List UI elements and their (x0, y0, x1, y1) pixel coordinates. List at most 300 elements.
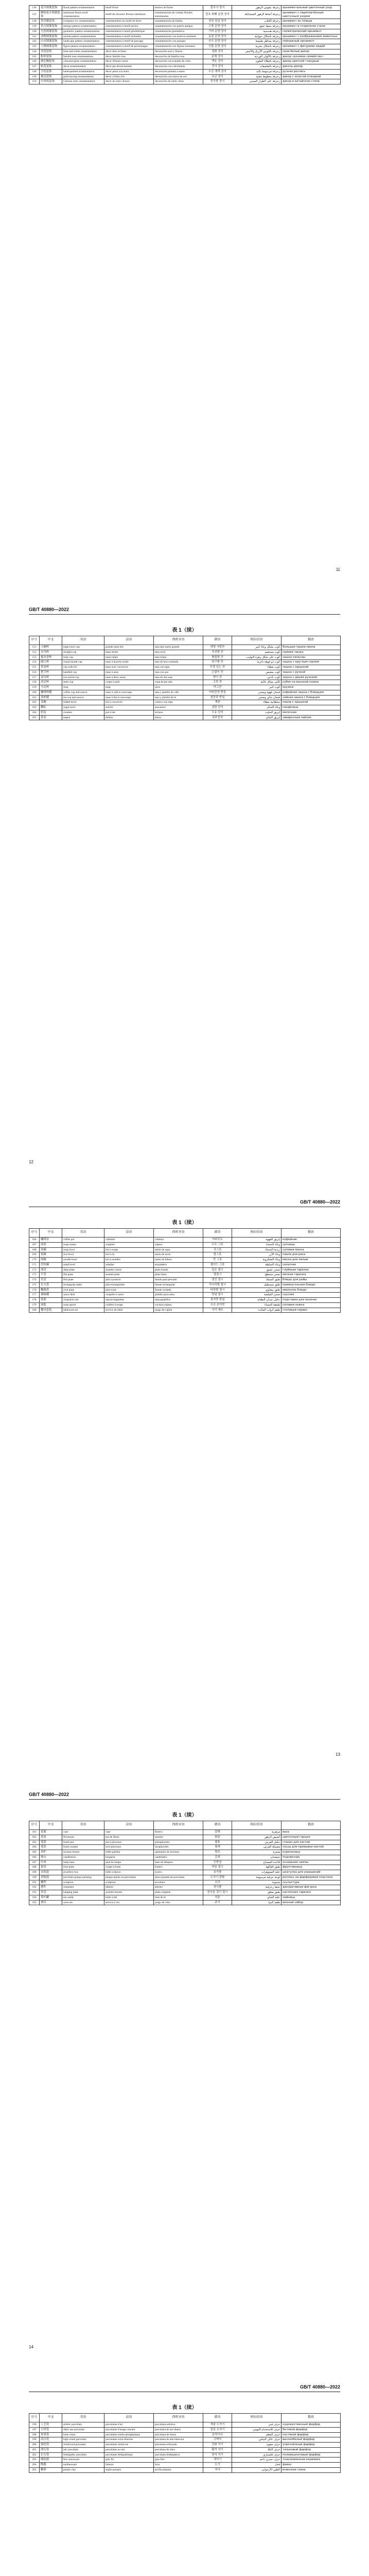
column-header-russian: 俄语 (282, 1229, 341, 1238)
cell-number: 144 (29, 49, 40, 54)
cell-arabic: خزف فلسباري (232, 2452, 282, 2458)
cell-chinese: 沙拉碗 (40, 1262, 62, 1267)
cell-arabic: كأس بساق عالية (232, 680, 282, 685)
cell-arabic: خزف التلك (232, 2447, 282, 2452)
cell-number: 167 (29, 1242, 40, 1247)
cell-number: 180 (29, 1308, 40, 1313)
cell-korean: 꽃무늬 장식 (203, 6, 232, 11)
cell-russian: подставка для палочек (282, 1298, 341, 1303)
cell-number: 153 (29, 655, 40, 660)
cell-russian: художественный фарфор (282, 2422, 341, 2428)
cell-french: décor peint à la main (104, 69, 154, 74)
cell-russian: фаянс (282, 2463, 341, 2468)
table-row (29, 2467, 341, 2472)
cell-russian: орнамент с фигурами людей (282, 44, 341, 49)
table-row (29, 1900, 341, 1905)
cell-number: 187 (29, 1860, 40, 1865)
cell-chinese: 把手杯 (40, 670, 62, 675)
cell-arabic: طبق السمك (232, 1278, 282, 1283)
table-row (29, 59, 341, 64)
cell-korean: 차통 (203, 1895, 232, 1900)
cell-chinese: 茶壶 (40, 715, 62, 720)
table-row (29, 695, 341, 700)
cell-french: porcelaine feldspathique (104, 2452, 154, 2458)
cell-number: 190 (29, 1875, 40, 1880)
cell-russian: молочник (282, 710, 341, 715)
table-body (29, 2422, 341, 2473)
column-header-korean: 韩语 (203, 636, 232, 645)
cell-spanish: lavapinceles (154, 1845, 203, 1850)
cell-arabic: كوب بشكل وعاء كبير (232, 645, 282, 650)
cell-korean: 국그릇 (203, 1247, 232, 1252)
cell-french: ornementation à motif géométrique (104, 29, 154, 34)
cell-chinese: 手绘装饰 (40, 69, 62, 74)
cell-french: cafetière (104, 1238, 154, 1243)
cell-russian: декор в китайском стиле (282, 79, 341, 84)
cell-korean: 면 그릇 (203, 1258, 232, 1263)
cell-chinese: 深盘 (40, 1267, 62, 1273)
document-page-12 (0, 592, 369, 1185)
cell-spanish: porcelana de uso diario (154, 2427, 203, 2432)
cell-chinese: 几何图案装饰 (40, 29, 62, 34)
cell-arabic: زخرفة بنقوش الزهور (232, 6, 282, 11)
cell-chinese: 长石瓷 (40, 2452, 62, 2458)
cell-french: tasse avec couvercle (104, 665, 154, 670)
cell-number: 140 (29, 29, 40, 34)
cell-number: 156 (29, 670, 40, 675)
table-body (29, 645, 341, 720)
cell-russian: овальное блюдо (282, 1287, 341, 1293)
cell-chinese: 汤盆 (40, 1242, 62, 1247)
table-row (29, 54, 341, 59)
cell-spanish: motivo de flores (154, 6, 203, 11)
cell-chinese: 雕塑 (40, 1880, 62, 1885)
cell-arabic: وعاء الحساء (232, 1242, 282, 1247)
cell-chinese: 酒具 (40, 1900, 62, 1905)
cell-french: sculpture (104, 1880, 154, 1885)
column-header-number: 序号 (29, 1229, 40, 1238)
cell-french: service à vin (104, 1900, 154, 1905)
cell-number: 203 (29, 2458, 40, 2463)
cell-korean: 고백자 (203, 2437, 232, 2443)
table-title: 表 1（续） (172, 1220, 197, 1226)
cell-korean: 촛대 (203, 1855, 232, 1860)
term-table (29, 2413, 341, 2473)
cell-arabic: لوحة خزفية مرسومة (232, 1875, 282, 1880)
cell-russian: основание лампы (282, 1860, 341, 1865)
cell-french: grande tasse bol (104, 645, 154, 650)
table-row (29, 2447, 341, 2452)
cell-arabic: كوب كبير (232, 685, 282, 690)
cell-spanish: decoración con esmalte de color (154, 59, 203, 64)
page-number: 14 (29, 2345, 33, 2349)
cell-english: brush washer (62, 1845, 104, 1850)
cell-number: 168 (29, 1247, 40, 1252)
cell-french: pot à pinceaux (104, 1840, 154, 1845)
cell-russian: чайная чашка с блюдцем (282, 695, 341, 700)
cell-french: porcelaine au talc (104, 2447, 154, 2452)
table-row (29, 660, 341, 665)
cell-spanish: cuchara sopera (154, 1302, 203, 1308)
table-row (29, 1830, 341, 1835)
table-row (29, 655, 341, 660)
cell-chinese: 陶器 (40, 2463, 62, 2468)
cell-english: oval plate (62, 1287, 104, 1293)
cell-french: décor par décalcomanie (104, 64, 154, 70)
cell-korean: 튤립형 잔 (203, 655, 232, 660)
cell-english: jewellery box (62, 1870, 104, 1875)
cell-spanish: plato hondo (154, 1267, 203, 1273)
cell-french: ornementation à motif de personnages (104, 44, 154, 49)
cell-french: assiette creuse (104, 1267, 154, 1273)
cell-number: 188 (29, 1865, 40, 1870)
cell-russian: кружка (282, 685, 341, 690)
table-header-row (29, 2414, 341, 2422)
cell-chinese: 人物图案装饰 (40, 44, 62, 49)
cell-french: décor d'émail coloré (104, 59, 154, 64)
cell-russian: сине-белый декор (282, 49, 341, 54)
cell-french: mug (104, 685, 154, 690)
cell-spanish: escultura (154, 1880, 203, 1885)
cell-number: 169 (29, 1252, 40, 1258)
cell-french: saladier (104, 1262, 154, 1267)
cell-arabic: خزف فني (232, 2422, 282, 2428)
cell-arabic: خزف حجري ناعم (232, 2458, 282, 2463)
cell-spanish: plato llano (154, 1273, 203, 1278)
cell-russian: подсвечник (282, 1855, 341, 1860)
column-header-french: 法语 (104, 1821, 154, 1830)
cell-english: coloured glaze ornamentation (62, 59, 104, 64)
cell-russian: чайница (282, 1895, 341, 1900)
cell-spanish: taza tulipa (154, 655, 203, 660)
column-header-english: 英语 (62, 1821, 104, 1830)
cell-korean: 세석기 (203, 2458, 232, 2463)
cell-chinese: 带盖杯 (40, 665, 62, 670)
cell-spanish: tetera (154, 715, 203, 720)
cell-chinese: 花盆 (40, 1835, 62, 1840)
cell-korean: 원구형 잔 (203, 660, 232, 665)
cell-russian: мелкая тарелка (282, 1273, 341, 1278)
cell-english: handled cup (62, 670, 104, 675)
table-row (29, 1865, 341, 1870)
table-row (29, 1885, 341, 1890)
header-rule (29, 1799, 340, 1800)
cell-arabic: تحفة زخرفية (232, 1885, 282, 1890)
cell-french: pied de lampe (104, 1860, 154, 1865)
cell-korean: 예술 도자기 (203, 2422, 232, 2428)
table-row (29, 1835, 341, 1840)
column-header-french: 法语 (104, 2414, 154, 2422)
document-page-14 (0, 1777, 369, 2370)
cell-chinese: 瓷板画 (40, 1875, 62, 1880)
cell-arabic: إبريق الحليب (232, 710, 282, 715)
cell-french: décor à filets d'or (104, 74, 154, 79)
cell-arabic: مغسلة الفرش (232, 1845, 282, 1850)
cell-english: cup with lid (62, 665, 104, 670)
cell-english: candlestick (62, 1855, 104, 1860)
cell-arabic: مزهرية (232, 1830, 282, 1835)
cell-arabic: الطين الأرجواني (232, 2467, 282, 2472)
cell-french: grès fin (104, 2458, 154, 2463)
column-header-spanish: 西班牙语 (154, 1229, 203, 1238)
cell-arabic: طقم النبيذ (232, 1900, 282, 1905)
cell-arabic: علبة الشاي (232, 1895, 282, 1900)
term-table (29, 5, 341, 84)
cell-english: round mouth cup (62, 660, 104, 665)
cell-french: coupe à pied (104, 680, 154, 685)
cell-arabic: وعاء السلطة (232, 1262, 282, 1267)
table-row (29, 1267, 341, 1273)
cell-russian: суповая ложка (282, 1302, 341, 1308)
cell-number: 179 (29, 1302, 40, 1308)
cell-number: 157 (29, 675, 40, 680)
cell-korean: 손잡이 잔 (203, 670, 232, 675)
cell-chinese: 茶杯碟 (40, 695, 62, 700)
cell-spanish: jarra (154, 685, 203, 690)
cell-korean: 과일 접시 (203, 1865, 232, 1870)
cell-arabic: إبريق القهوة (232, 1238, 282, 1243)
cell-spanish: ornamentación de hiedra (154, 19, 203, 24)
cell-english: interlaced floral scroll ornamentation (62, 10, 104, 19)
cell-french: ornementation à motif de paysage (104, 39, 154, 44)
cell-korean: 생선 접시 (203, 1278, 232, 1283)
cell-arabic: كوب بمقبض (232, 670, 282, 675)
column-header-french: 法语 (104, 1229, 154, 1238)
cell-korean: 인물 문양 장식 (203, 44, 232, 49)
cell-english: large bowl cup (62, 645, 104, 650)
column-header-arabic: 阿拉伯语 (232, 636, 282, 645)
cell-french: argile pourpre (104, 2467, 154, 2472)
cell-arabic: مبخرة (232, 1850, 282, 1855)
cell-russian: орнамент с изображением животных (282, 34, 341, 39)
cell-korean: 분채 장식 (203, 54, 232, 59)
cell-spanish: porcelana feldespática (154, 2452, 203, 2458)
cell-english: soup bowl (62, 1247, 104, 1252)
table-row (29, 715, 341, 720)
cell-russian: пейзажный орнамент (282, 39, 341, 44)
cell-english: coffee pot (62, 1238, 104, 1243)
cell-chinese: 工艺瓷 (40, 2422, 62, 2428)
cell-korean: 설탕 단지 (203, 705, 232, 710)
cell-spanish: bote de té (154, 1895, 203, 1900)
table-row (29, 24, 341, 29)
cell-english: rectangular plate (62, 1282, 104, 1287)
cell-chinese: 郁金香杯 (40, 655, 62, 660)
cell-french: bol à riz (104, 1252, 154, 1258)
table-row (29, 670, 341, 675)
table-body (29, 1238, 341, 1313)
cell-chinese: 强化瓷 (40, 2443, 62, 2448)
cell-chinese: 饭碗 (40, 1252, 62, 1258)
cell-russian: орнамент в старинном стиле (282, 24, 341, 29)
cell-spanish: maceta (154, 1835, 203, 1840)
table-row (29, 1293, 341, 1298)
cell-arabic: صحن الصلصة (232, 1293, 282, 1298)
cell-english: hanging plate (62, 1890, 104, 1895)
cell-arabic: ملعقة الحساء (232, 1302, 282, 1308)
table-row (29, 2452, 341, 2458)
table-row (29, 2427, 341, 2432)
cell-korean: 당초 화훼 문양 장식 (203, 10, 232, 19)
cell-french: ornementation à motif animalier (104, 34, 154, 39)
cell-number: 160 (29, 690, 40, 695)
cell-number: 189 (29, 1870, 40, 1875)
cell-russian: кофейная чашка с блюдцем (282, 690, 341, 695)
cell-spanish: decoración pintada a mano (154, 69, 203, 74)
table-row (29, 675, 341, 680)
cell-chinese: 首饰盒 (40, 1870, 62, 1875)
cell-english: fine stoneware (62, 2458, 104, 2463)
cell-russian: пиала с крышкой (282, 700, 341, 705)
header-rule (29, 614, 340, 615)
table-row (29, 650, 341, 655)
cell-english: flowerpot (62, 1835, 104, 1840)
cell-arabic: كوب على شكل زهرة التوليب (232, 655, 282, 660)
cell-chinese: 笔筒 (40, 1840, 62, 1845)
cell-russian: чашка с крышкой (282, 665, 341, 670)
cell-french: boîte à thé (104, 1895, 154, 1900)
cell-arabic: حامل عيدان الطعام (232, 1298, 282, 1303)
cell-arabic: زخرفة بالملصقات (232, 64, 282, 70)
table-row (29, 690, 341, 695)
cell-korean: 직선형 잔 (203, 650, 232, 655)
cell-russian: соусник (282, 1293, 341, 1298)
cell-russian: исинская глина (282, 2467, 341, 2472)
cell-number: 205 (29, 2467, 40, 2472)
running-header (29, 1791, 340, 1801)
table-row (29, 1287, 341, 1293)
cell-spanish: azucarero (154, 705, 203, 710)
table-row (29, 2422, 341, 2428)
cell-spanish: cuenco con tapa (154, 700, 203, 705)
cell-number: 173 (29, 1273, 40, 1278)
table-title: 表 1（续） (172, 1812, 197, 1818)
cell-korean: 직사각형 접시 (203, 1282, 232, 1287)
table-row (29, 1855, 341, 1860)
cell-number: 166 (29, 1238, 40, 1243)
cell-chinese: 果盘 (40, 1865, 62, 1870)
cell-french: théière (104, 715, 154, 720)
cell-chinese: 颜色釉装饰 (40, 59, 62, 64)
cell-number: 175 (29, 1282, 40, 1287)
cell-russian: чашка с двумя ручками (282, 675, 341, 680)
cell-korean: 도기 (203, 2463, 232, 2468)
cell-english: deep plate (62, 1267, 104, 1273)
cell-russian: чашка с ручкой (282, 670, 341, 675)
cell-spanish: fuente ovalada (154, 1287, 203, 1293)
cell-english: tea caddy (62, 1895, 104, 1900)
cell-spanish: frutero (154, 1865, 203, 1870)
cell-arabic: زخرفة بمناظر طبيعية (232, 39, 282, 44)
cell-spanish: ornamentación con figuras humanas (154, 44, 203, 49)
cell-french: bol à couvercle (104, 700, 154, 705)
cell-number: 182 (29, 1835, 40, 1840)
cell-arabic: إبريق الشاي (232, 715, 282, 720)
table-row (29, 1850, 341, 1855)
table-row (29, 680, 341, 685)
cell-chinese: 粉彩装饰 (40, 54, 62, 59)
cell-arabic: زخرفة اللبلاب (232, 19, 282, 24)
cell-korean: 고족 잔 (203, 680, 232, 685)
cell-chinese: 香炉 (40, 1850, 62, 1855)
table-header-row (29, 636, 341, 645)
cell-arabic: وعاء السكر (232, 705, 282, 710)
cell-russian: высокобелый фарфор (282, 2437, 341, 2443)
cell-chinese: 日用瓷 (40, 2427, 62, 2432)
cell-korean: 샐러드 그릇 (203, 1262, 232, 1267)
cell-russian: орнаментальный цветочный узор (282, 6, 341, 11)
cell-chinese: 烛台 (40, 1855, 62, 1860)
table-row (29, 64, 341, 70)
cell-chinese: 汤匙 (40, 1302, 62, 1308)
cell-english: lidded bowl (62, 700, 104, 705)
cell-french: tasse à café et soucoupe (104, 690, 154, 695)
cell-number: 143 (29, 44, 40, 49)
cell-number: 171 (29, 1262, 40, 1267)
table-row (29, 2463, 341, 2468)
cell-french: décor de style chinois (104, 79, 154, 84)
table-row (29, 69, 341, 74)
cell-french: lave-pinceaux (104, 1845, 154, 1850)
cell-spanish: arcilla púrpura (154, 2467, 203, 2472)
cell-number: 193 (29, 1890, 40, 1895)
cell-chinese: 滑石瓷 (40, 2447, 62, 2452)
cell-number: 204 (29, 2463, 40, 2468)
cell-french: bol à soupe (104, 1247, 154, 1252)
column-header-chinese: 中文 (40, 2414, 62, 2422)
cell-arabic: زخرفة بأشكال حيوانية (232, 34, 282, 39)
column-header-korean: 韩语 (203, 1229, 232, 1238)
cell-arabic: حامل الفرش (232, 1840, 282, 1845)
term-table (29, 1821, 341, 1905)
cell-english: creamer (62, 710, 104, 715)
cell-english: gold-tracing ornamentation (62, 74, 104, 79)
cell-english: daily-use porcelain (62, 2427, 104, 2432)
cell-arabic: زخرفة بالطلاء الملون (232, 59, 282, 64)
cell-arabic: زخرفة على الطراز الصيني (232, 79, 282, 84)
table-row (29, 2432, 341, 2437)
cell-arabic: وعاء الأرز (232, 1252, 282, 1258)
cell-chinese: 细炻器 (40, 2458, 62, 2463)
cell-spanish: fuente para pescado (154, 1278, 203, 1283)
column-header-russian: 俄语 (282, 636, 341, 645)
cell-french: bol à nouilles (104, 1258, 154, 1263)
column-header-chinese: 中文 (40, 1229, 62, 1238)
cell-russian: заварочный чайник (282, 715, 341, 720)
cell-spanish: porcelana de talco (154, 2447, 203, 2452)
cell-chinese: 长方盘 (40, 1282, 62, 1287)
table-row (29, 1870, 341, 1875)
table-row (29, 1840, 341, 1845)
column-header-spanish: 西班牙语 (154, 636, 203, 645)
cell-chinese: 高足杯 (40, 680, 62, 685)
cell-spanish: fuente rectangular (154, 1282, 203, 1287)
cell-arabic: خزف مقوى (232, 2443, 282, 2448)
cell-french: décor bleu et blanc (104, 49, 154, 54)
cell-arabic: وعاء المعكرونة (232, 1258, 282, 1263)
table-header-row (29, 1229, 341, 1238)
cell-number: 196 (29, 2422, 40, 2428)
table-row (29, 39, 341, 44)
cell-number: 177 (29, 1293, 40, 1298)
table-body (29, 6, 341, 84)
table-row (29, 1238, 341, 1243)
cell-french: bougeoir (104, 1855, 154, 1860)
cell-arabic: كوب بأذنين (232, 675, 282, 680)
cell-number: 176 (29, 1287, 40, 1293)
cell-spanish: decoración de familia rosa (154, 54, 203, 59)
cell-russian: декор с золотой отводкой (282, 74, 341, 79)
